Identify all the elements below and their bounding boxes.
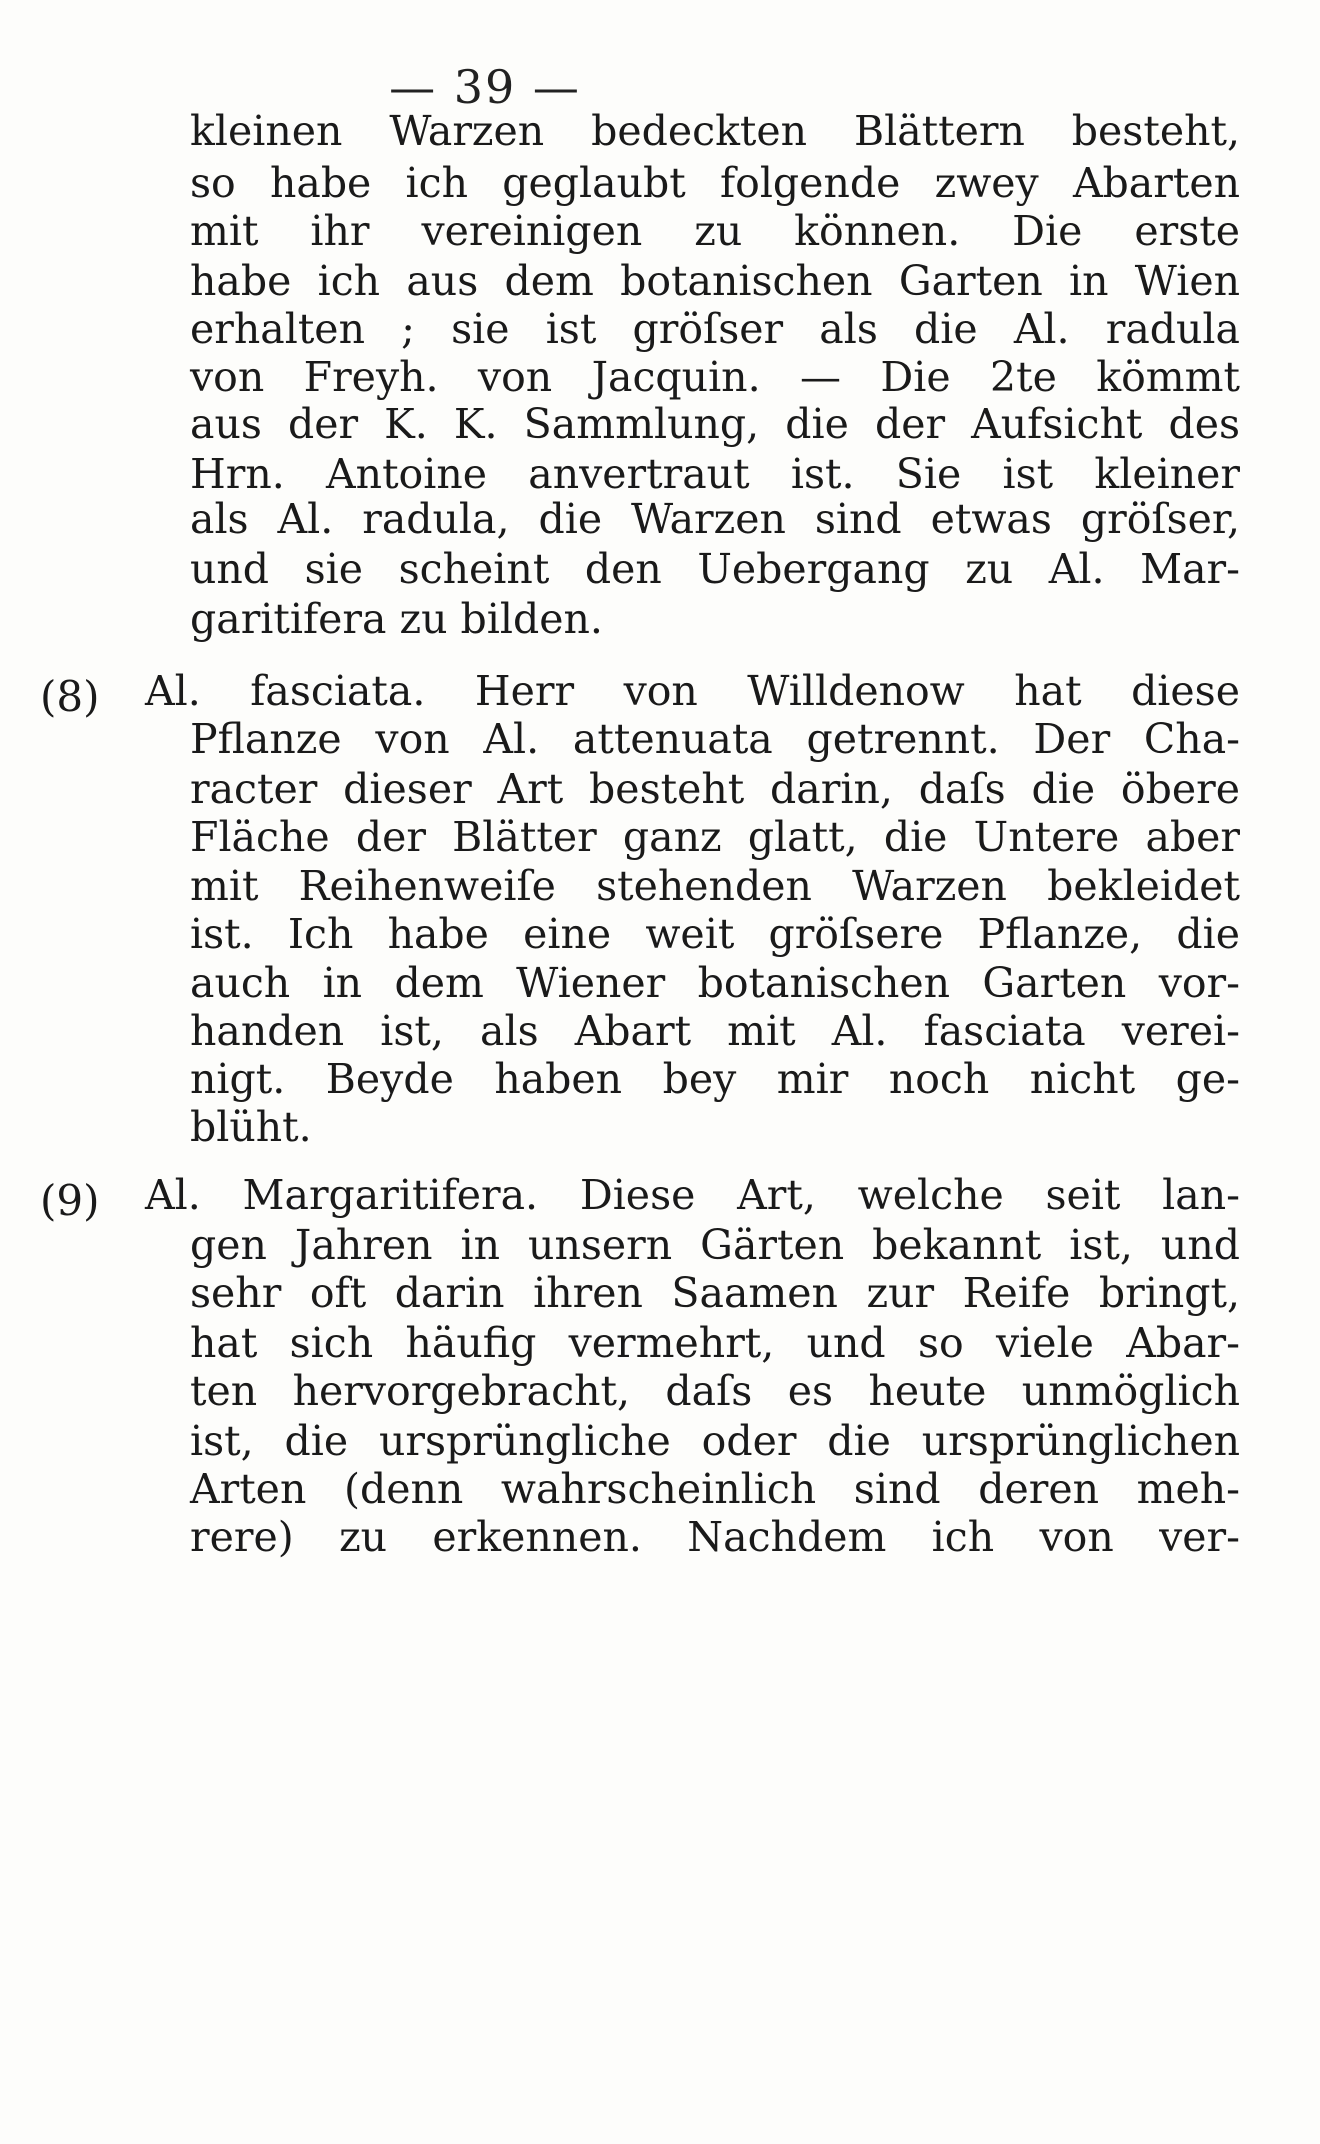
- text-line: kleinen Warzen bedeckten Blättern besteht,: [190, 107, 1240, 155]
- text-line: Al. fasciata. Herr von Willdenow hat diese: [145, 667, 1240, 715]
- text-line: als Al. radula, die Warzen sind etwas gröſser,: [190, 495, 1240, 543]
- text-line: Fläche der Blätter ganz glatt, die Untere aber: [190, 813, 1240, 861]
- text-line: aus der K. K. Sammlung, die der Aufsicht des: [190, 400, 1240, 448]
- text-line: blüht.: [190, 1103, 312, 1151]
- text-line: erhalten ; sie ist gröſser als die Al. radula: [190, 305, 1240, 353]
- text-line: so habe ich geglaubt folgende zwey Abarten: [190, 159, 1240, 207]
- text-line: gen Jahren in unsern Gärten bekannt ist, und: [190, 1221, 1240, 1269]
- text-line: von Freyh. von Jacquin. — Die 2te kömmt: [190, 353, 1240, 401]
- text-line: Al. Margaritifera. Diese Art, welche seit lan-: [145, 1171, 1240, 1219]
- text-line: handen ist, als Abart mit Al. fasciata verei-: [190, 1007, 1240, 1055]
- text-line: Pflanze von Al. attenuata getrennt. Der Cha-: [190, 715, 1240, 763]
- text-line: nigt. Beyde haben bey mir noch nicht ge-: [190, 1055, 1240, 1103]
- text-line: rere) zu erkennen. Nachdem ich von ver-: [190, 1513, 1240, 1561]
- page-number: — 39 —: [389, 60, 581, 114]
- text-line: auch in dem Wiener botanischen Garten vor-: [190, 959, 1240, 1007]
- text-line: ten hervorgebracht, daſs es heute unmöglich: [190, 1367, 1240, 1415]
- text-line: und sie scheint den Uebergang zu Al. Mar-: [190, 545, 1240, 593]
- text-line: hat sich häufig vermehrt, und so viele Abar-: [190, 1319, 1240, 1367]
- text-line: ist, die ursprüngliche oder die ursprünglichen: [190, 1417, 1240, 1465]
- text-line: racter dieser Art besteht darin, daſs die öbere: [190, 765, 1240, 813]
- text-line: sehr oft darin ihren Saamen zur Reife bringt,: [190, 1269, 1240, 1317]
- section-number: (9): [40, 1176, 100, 1225]
- text-line: Arten (denn wahrscheinlich sind deren meh-: [190, 1465, 1240, 1513]
- text-line: habe ich aus dem botanischen Garten in Wien: [190, 257, 1240, 305]
- section-number: (8): [40, 672, 100, 721]
- text-line: garitifera zu bilden.: [190, 595, 603, 643]
- text-line: mit Reihenweiſe stehenden Warzen bekleidet: [190, 862, 1240, 910]
- text-line: mit ihr vereinigen zu können. Die erste: [190, 207, 1240, 255]
- text-line: ist. Ich habe eine weit gröſsere Pflanze, die: [190, 910, 1240, 958]
- text-line: Hrn. Antoine anvertraut ist. Sie ist kleiner: [190, 450, 1240, 498]
